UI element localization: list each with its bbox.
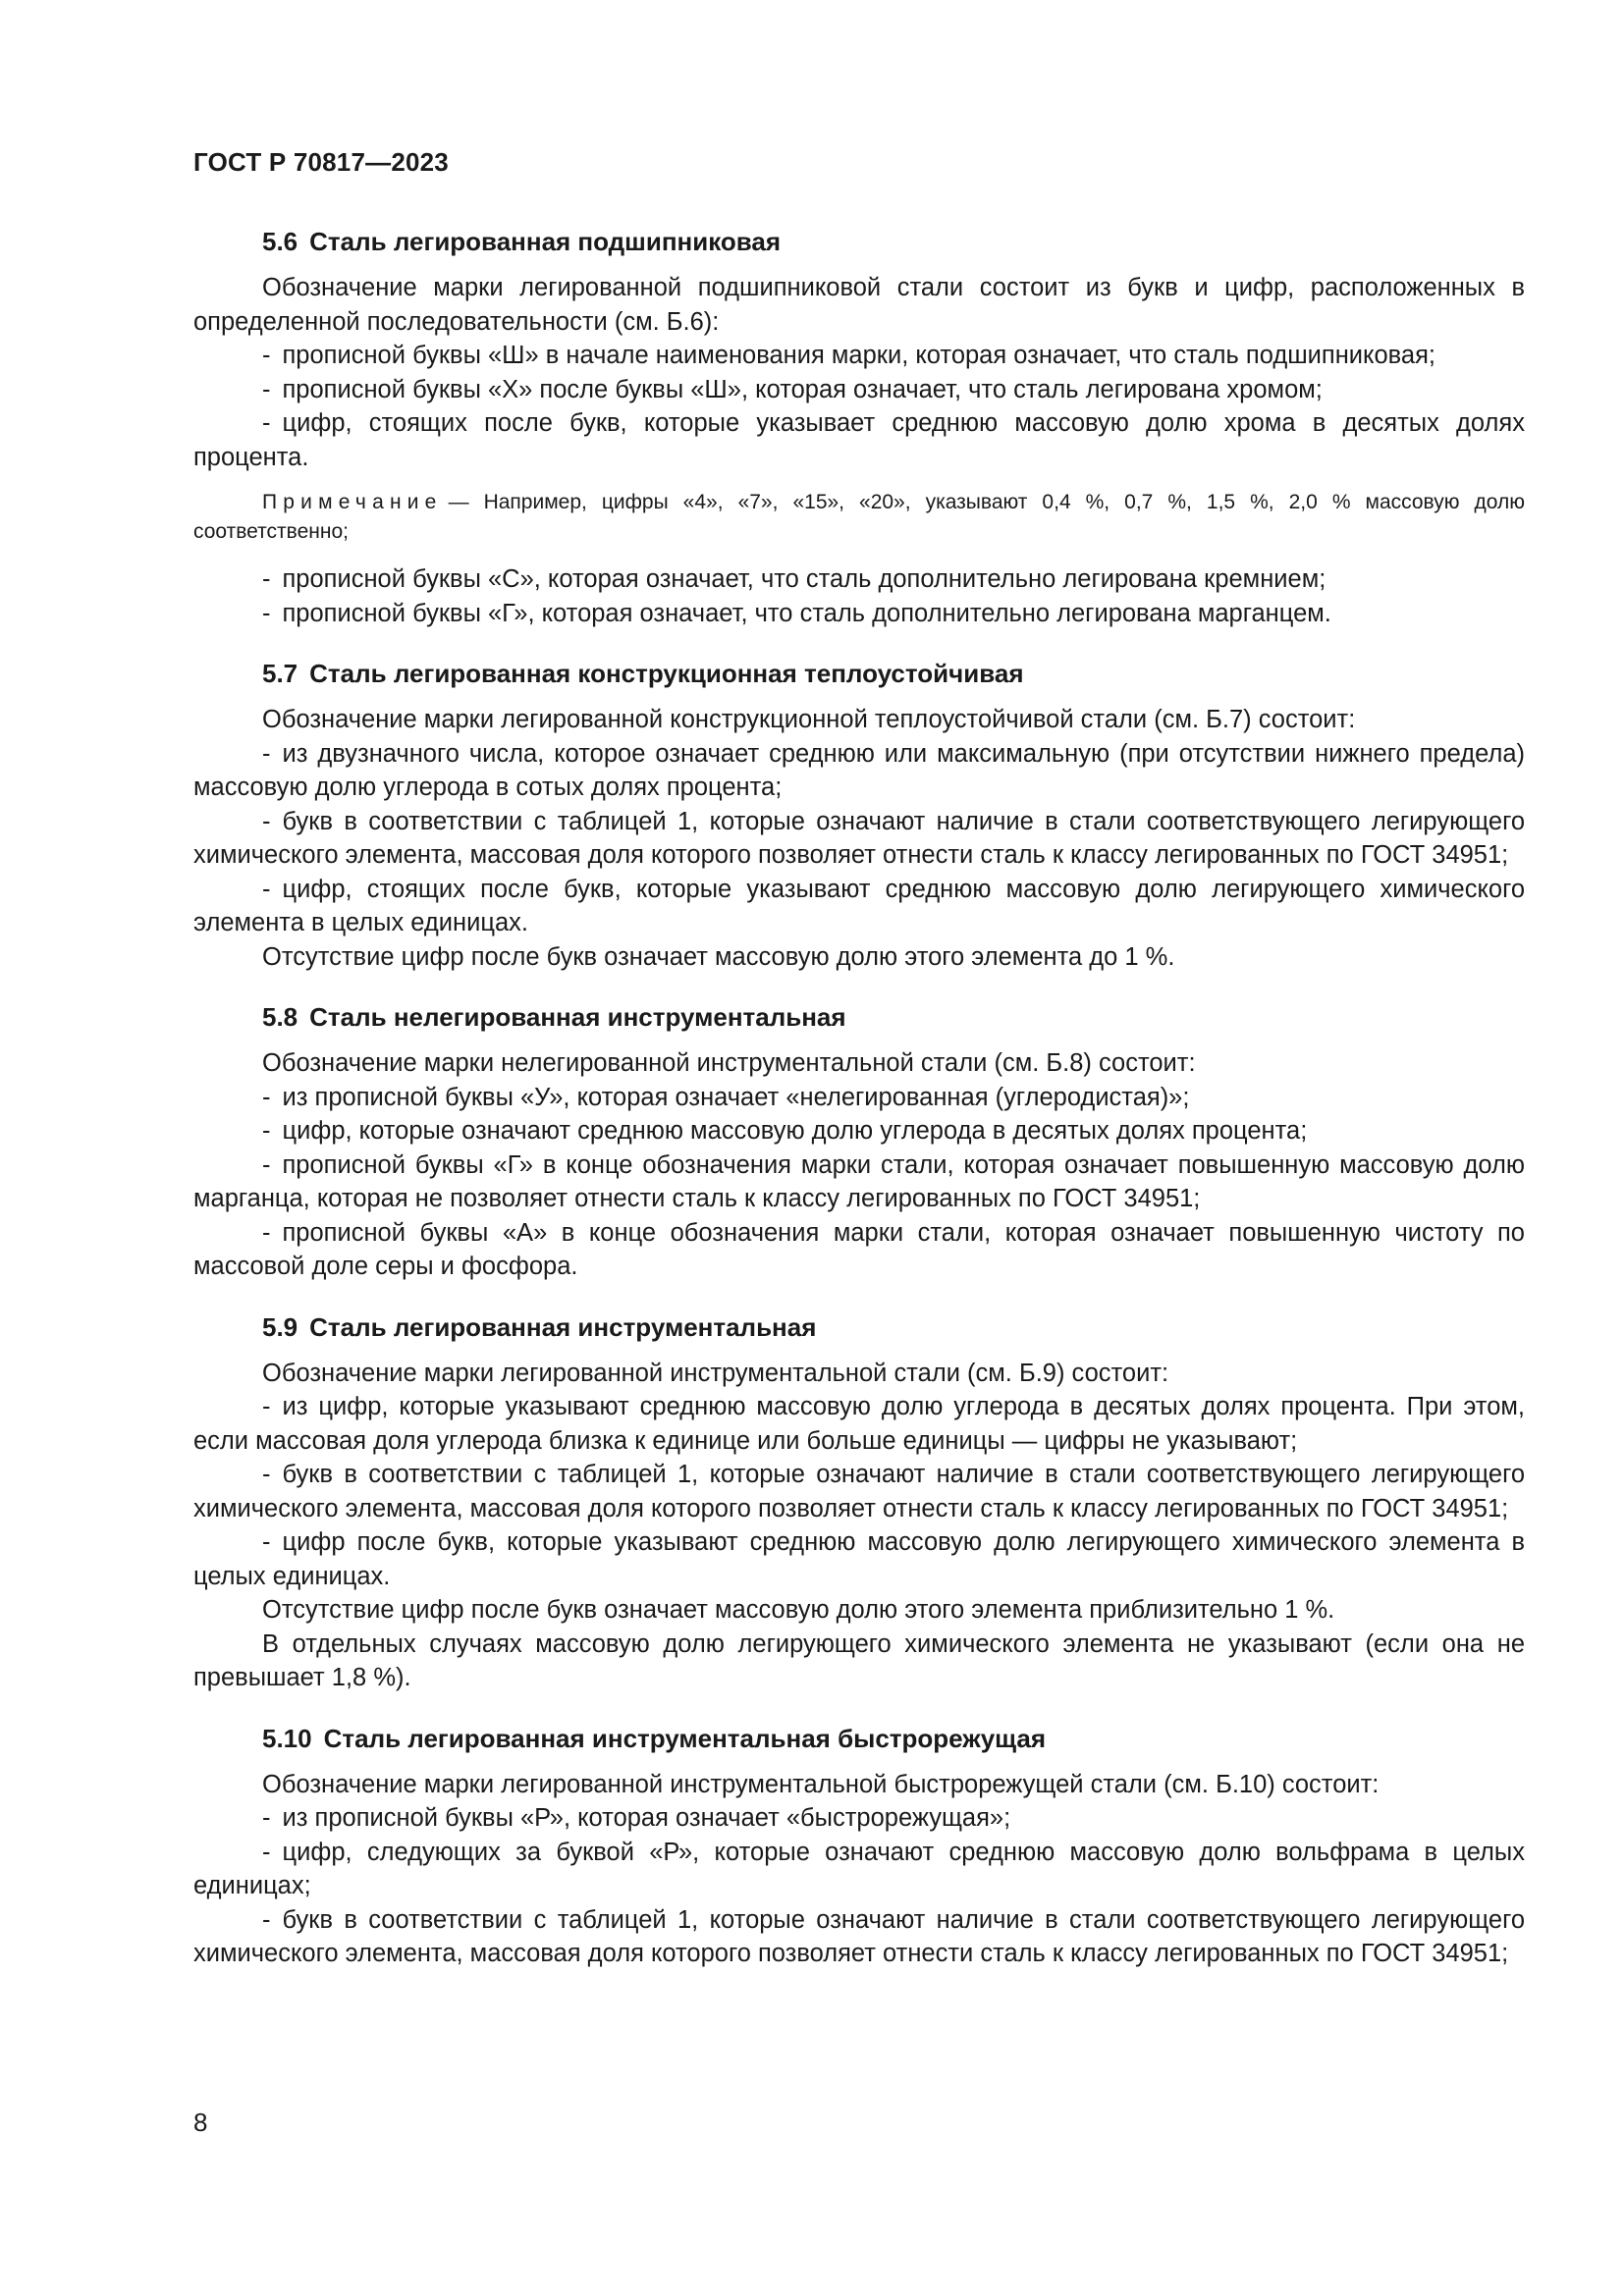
section-5-9 xyxy=(193,1309,1525,1695)
list-dash: - xyxy=(262,599,271,627)
section-title xyxy=(193,999,1525,1035)
list-dash: - xyxy=(262,375,271,403)
list-item-text: цифр, стоящих после букв, которые указывают среднюю массовую долю легирующего химического элемента в целых единицах. xyxy=(193,875,1525,936)
page-number: 8 xyxy=(193,2108,208,2137)
section-5-8 xyxy=(193,999,1525,1284)
list-item-text: прописной буквы «Ш» в начале наименования марки, которая означает, что сталь подшипниковая; xyxy=(282,342,1435,369)
list-item-text: букв в соответствии с таблицей 1, которые означают наличие в стали соответствующего легирующего химического элемента, массовая доля которого позволяет отнести сталь к классу легированных по ГОСТ 34951; xyxy=(193,1905,1525,1967)
section-5-10 xyxy=(193,1721,1525,1971)
paragraph: Обозначение марки нелегированной инструментальной стали (см. Б.8) состоит: xyxy=(262,1049,1196,1077)
list-item xyxy=(193,737,1525,805)
list-dash: - xyxy=(262,1804,271,1832)
list-item xyxy=(193,873,1525,940)
list-item-text: из прописной буквы «Р», которая означает «быстрорежущая»; xyxy=(282,1804,1011,1832)
note-label: Примечание xyxy=(262,491,443,513)
list-item xyxy=(193,1525,1525,1593)
section-title-text: Сталь легированная инструментальная xyxy=(309,1311,817,1342)
list-dash: - xyxy=(262,807,271,835)
list-item xyxy=(193,1836,1525,1903)
list-dash: - xyxy=(262,1117,271,1145)
list-item xyxy=(193,1148,1525,1216)
list-item xyxy=(193,1216,1525,1284)
section-title-text: Сталь легированная инструментальная быстрорежущая xyxy=(323,1723,1047,1753)
section-title xyxy=(193,224,1525,259)
list-item xyxy=(193,562,1525,597)
section-title-text: Сталь легированная конструкционная теплоустойчивая xyxy=(309,659,1024,688)
list-dash: - xyxy=(262,1838,271,1866)
list-dash: - xyxy=(262,565,271,593)
list-dash: - xyxy=(262,1393,271,1420)
list-item xyxy=(193,805,1525,873)
list-dash: - xyxy=(262,409,271,437)
list-dash: - xyxy=(262,342,271,369)
paragraph: Обозначение марки легированной конструкционной теплоустойчивой стали (см. Б.7) состоит: xyxy=(262,706,1356,733)
list-item-text: цифр, которые означают среднюю массовую долю углерода в десятых долях процента; xyxy=(282,1117,1308,1145)
paragraph: Обозначение марки легированной подшипниковой стали состоит из букв и цифр, расположенных в определенной последовательности (см. Б.6): xyxy=(193,274,1525,336)
note xyxy=(193,488,1525,547)
list-dash: - xyxy=(262,1905,271,1934)
list-item xyxy=(193,1903,1525,1971)
list-item-text: прописной буквы «А» в конце обозначения марки стали, которая означает повышенную чистоту по массовой доле серы и фосфора. xyxy=(193,1218,1525,1280)
list-item-text: из прописной буквы «У», которая означает «нелегированная (углеродистая)»; xyxy=(282,1083,1190,1111)
list-item xyxy=(193,1390,1525,1458)
note-text: — Например, цифры «4», «7», «15», «20», указывают 0,4 %, 0,7 %, 1,5 %, 2,0 % массовую долю соответственно; xyxy=(193,491,1525,543)
document-header: ГОСТ Р 70817—2023 xyxy=(193,147,449,177)
section-title xyxy=(193,656,1525,691)
paragraph: Обозначение марки легированной инструментальной быстрорежущей стали (см. Б.10) состоит: xyxy=(262,1770,1380,1798)
list-item xyxy=(193,1081,1525,1115)
section-number: 5.8 xyxy=(262,1002,298,1032)
list-item xyxy=(193,406,1525,474)
list-item xyxy=(193,1801,1525,1836)
list-item-text: прописной буквы «Х» после буквы «Ш», которая означает, что сталь легирована хромом; xyxy=(282,375,1323,403)
paragraph: Обозначение марки легированной инструментальной стали (см. Б.9) состоит: xyxy=(262,1359,1169,1387)
list-item-text: из двузначного числа, которое означает среднюю или максимальную (при отсутствии нижнего предела) массовую долю углерода в сотых долях процента; xyxy=(193,739,1525,801)
section-5-6 xyxy=(193,224,1525,630)
list-item xyxy=(193,373,1525,407)
section-number: 5.10 xyxy=(262,1723,312,1753)
paragraph: В отдельных случаях массовую долю легирующего химического элемента не указывают (если она не превышает 1,8 %). xyxy=(193,1629,1525,1691)
list-dash: - xyxy=(262,1150,271,1179)
section-title xyxy=(193,1309,1525,1345)
list-item xyxy=(193,339,1525,373)
section-number: 5.9 xyxy=(262,1311,298,1342)
list-item-text: цифр, стоящих после букв, которые указывает среднюю массовую долю хрома в десятых долях процента. xyxy=(193,409,1525,471)
list-item xyxy=(193,1114,1525,1148)
list-dash: - xyxy=(262,1528,271,1556)
list-dash: - xyxy=(262,1461,271,1488)
list-item-text: из цифр, которые указывают среднюю массовую долю углерода в десятых долях процента. При этом, если массовая доля углерода близка к единице или больше единицы — цифры не указывают; xyxy=(193,1393,1525,1455)
list-item xyxy=(193,597,1525,631)
section-number: 5.6 xyxy=(262,227,298,256)
section-number: 5.7 xyxy=(262,659,298,688)
paragraph: Отсутствие цифр после букв означает массовую долю этого элемента приблизительно 1 %. xyxy=(262,1596,1335,1624)
list-item-text: цифр после букв, которые указывают среднюю массовую долю легирующего химического элемента в целых единицах. xyxy=(193,1528,1525,1590)
list-dash: - xyxy=(262,875,271,903)
list-item-text: цифр, следующих за буквой «Р», которые означают среднюю массовую долю вольфрама в целых единицах; xyxy=(193,1838,1525,1899)
paragraph: Отсутствие цифр после букв означает массовую долю этого элемента до 1 %. xyxy=(262,942,1175,971)
section-5-7 xyxy=(193,656,1525,974)
section-title-text: Сталь нелегированная инструментальная xyxy=(309,1002,846,1032)
list-item xyxy=(193,1458,1525,1525)
list-item-text: букв в соответствии с таблицей 1, которые означают наличие в стали соответствующего легирующего химического элемента, массовая доля которого позволяет отнести сталь к классу легированных по ГОСТ 34951; xyxy=(193,1461,1525,1522)
list-dash: - xyxy=(262,1083,271,1111)
document-body xyxy=(193,224,1525,1997)
list-item-text: букв в соответствии с таблицей 1, которые означают наличие в стали соответствующего легирующего химического элемента, массовая доля которого позволяет отнести сталь к классу легированных по ГОСТ 34951; xyxy=(193,807,1525,869)
list-item-text: прописной буквы «Г» в конце обозначения марки стали, которая означает повышенную массовую долю марганца, которая не позволяет отнести сталь к классу легированных по ГОСТ 34951; xyxy=(193,1150,1525,1212)
list-dash: - xyxy=(262,1218,271,1247)
list-item-text: прописной буквы «С», которая означает, что сталь дополнительно легирована кремнием; xyxy=(282,565,1326,593)
section-title xyxy=(193,1721,1525,1756)
list-dash: - xyxy=(262,739,271,768)
section-title-text: Сталь легированная подшипниковая xyxy=(309,227,782,256)
list-item-text: прописной буквы «Г», которая означает, что сталь дополнительно легирована марганцем. xyxy=(282,599,1331,627)
